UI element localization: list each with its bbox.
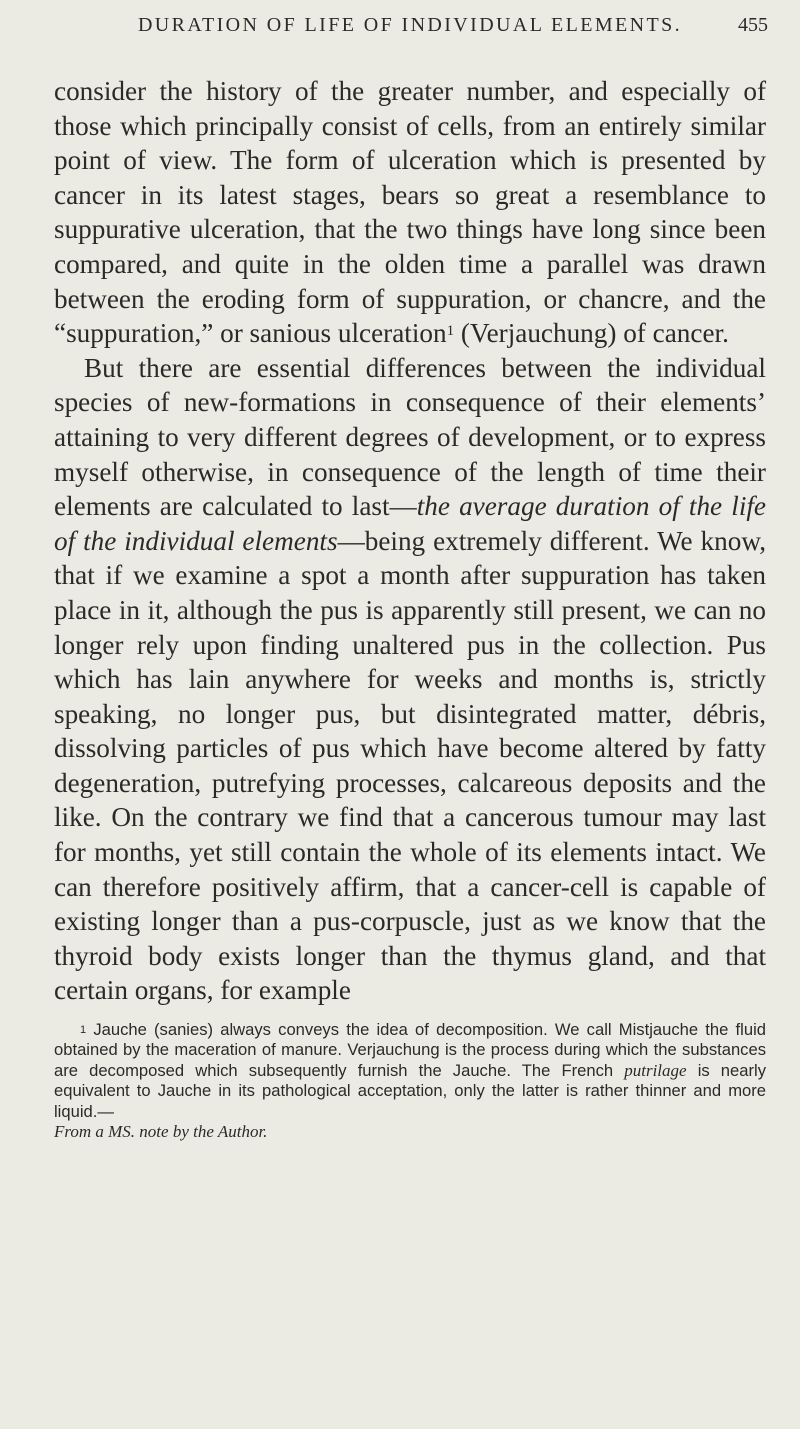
paragraph-2-text-end: —being extremely different. We know, that if we examine a spot a month after suppuration has taken place in it, although the pus is apparently still present, we can no longer rely upon finding unaltered pus in the collection. Pus which has lain anywhere for weeks and months is, strictly speaking, no longer pus, but disintegrated matter, débris, dissolving particles of pus which have become altered by fatty degeneration, putrefying processes, calcareous deposits and the like. On the contrary we find that a cancerous tumour may last for months, yet still contain the whole of its elements intact. We can therefore positively affirm, that a cancer-cell is capable of existing longer than a pus-corpuscle, just as we know that the thyroid body exists longer than the thymus gland, and that certain organs, for example <box>54 525 767 1006</box>
paragraph-1-text-end: (Verjauchung) of cancer. <box>454 318 729 349</box>
emphasis-phrase: the average duration of the life of the individual elements <box>54 491 766 556</box>
paragraph-2 <box>54 351 766 1008</box>
running-head: DURATION OF LIFE OF INDIVIDUAL ELEMENTS. <box>137 14 683 36</box>
footnote-text: Jauche (sanies) always conveys the idea of decomposition. We call Mistjauche the fluid obtained by the maceration of manure. Verjauchung is the process during which the substances are decomposed which subsequently furnish the Jauche. The French <box>54 1020 766 1080</box>
footnote-mark: 1 <box>80 1024 87 1036</box>
footnote-reference: 1 <box>446 323 455 340</box>
footnote-source: From a MS. note by the Author. <box>54 1122 268 1142</box>
page-number: 455 <box>738 14 768 36</box>
footnote-text-end: is nearly equivalent to Jauche in its pathological acceptation, only the latter is rather thinner and more liquid.— <box>54 1060 766 1121</box>
footnote <box>54 1020 766 1142</box>
paragraph-1-text: consider the history of the greater number, and especially of those which principally consist of cells, from an entirely similar point of view. The form of ulceration which is presented by cancer in its latest stages, bears so great a resemblance to suppurative ulceration, that the two things have long since been compared, and quite in the olden time a parallel was drawn between the eroding form of suppuration, or chancre, and the “suppuration,” or sanious ulceration <box>54 76 766 349</box>
page-header <box>52 14 768 44</box>
paragraph-1 <box>54 74 766 351</box>
footnote-emphasis: putrilage <box>624 1060 687 1080</box>
paragraph-2-text: But there are essential differences between the individual species of new-formations in consequence of their elements’ attaining to very different degrees of development, or to express myself otherwise, in consequence of the length of time their elements are calculated to last— <box>54 352 766 522</box>
body-text <box>54 74 766 1008</box>
